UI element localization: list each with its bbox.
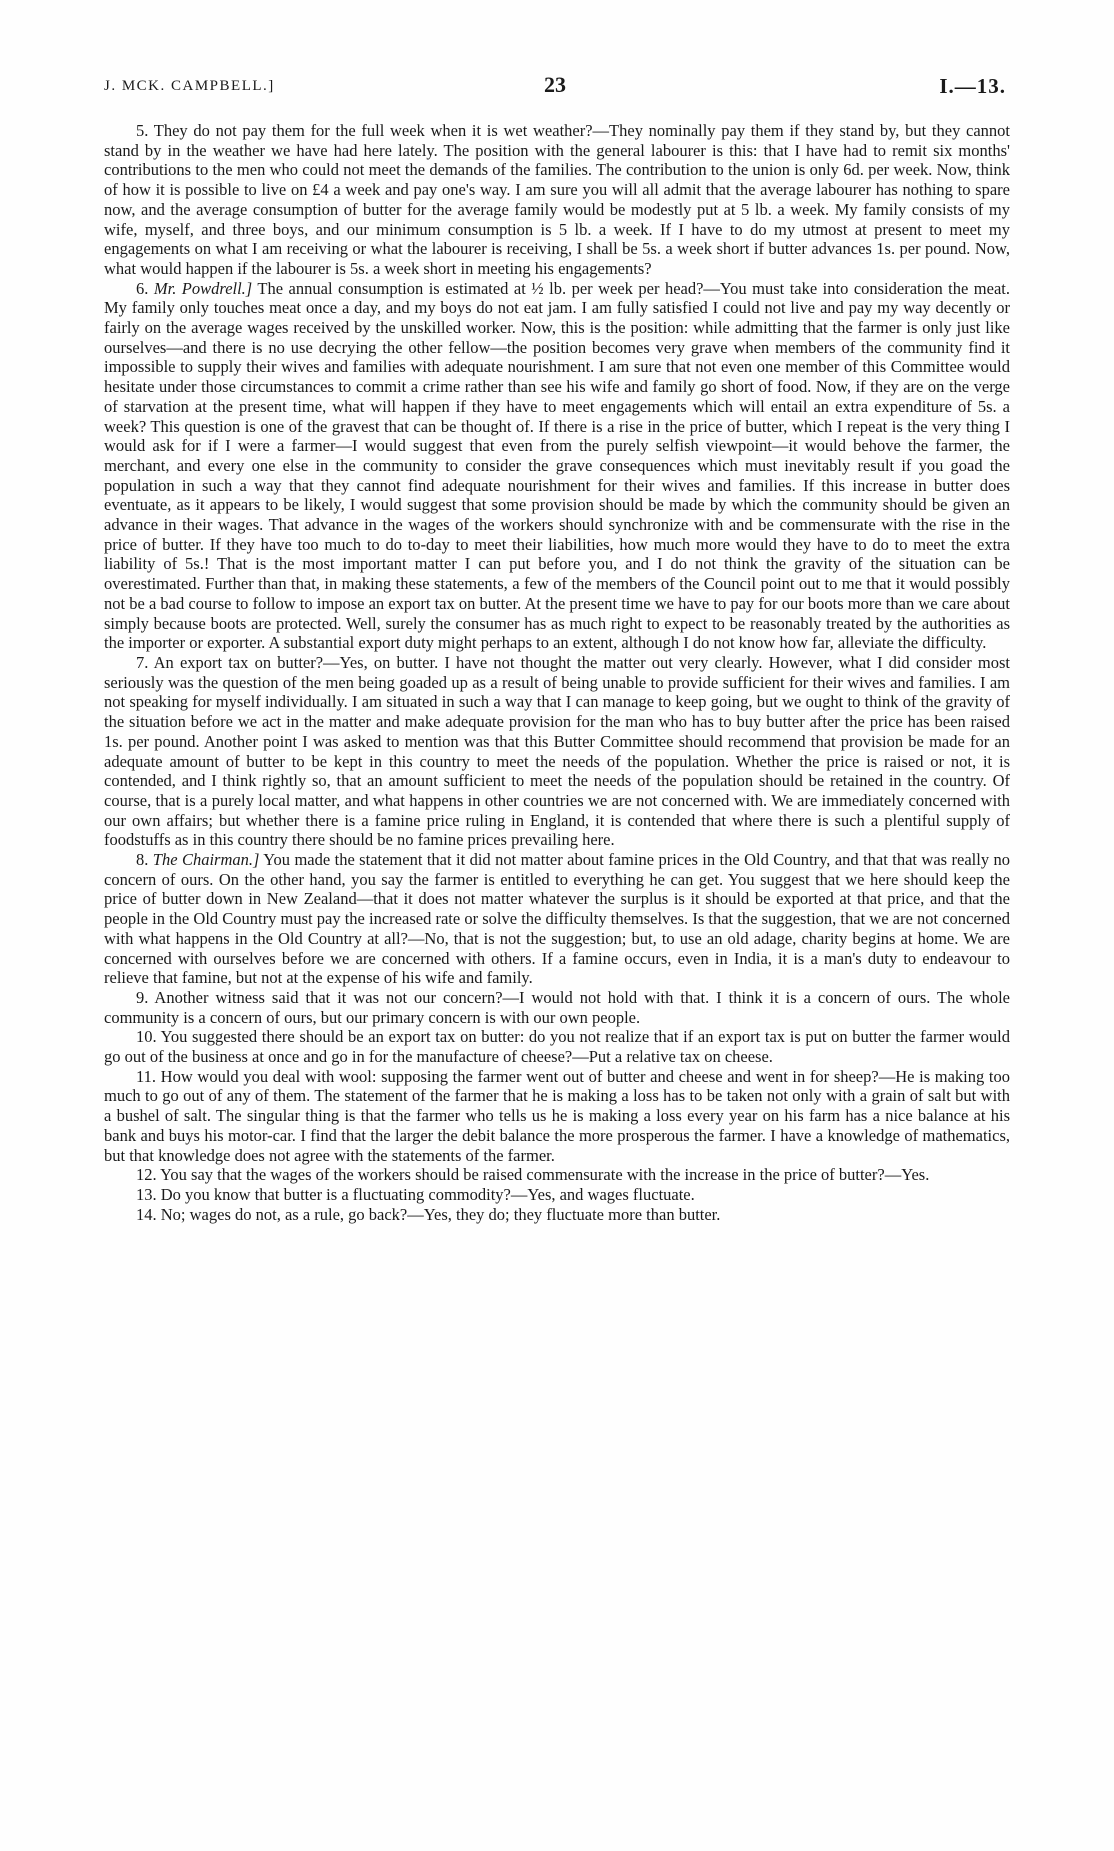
paragraph-7: 7. An export tax on butter?—Yes, on butter. I have not thought the matter out very clearly. However, what I did consider most seriously was the question of the men being goaded up as a result of being unable to provide sufficient for their wives and families. I am not speaking for myself individually. I am situated in such a way that I can manage to keep going, but we ought to think of the gravity of the situation before we act in the matter and make adequate provision for the man who has to buy butter after the price has been raised 1s. per pound. Another point I was asked to mention was that this Butter Committee should recommend that provision be made for an adequate amount of butter to be kept in this country to meet the needs of the population. Whether the price is raised or not, it is contended, and I think rightly so, that an amount sufficient to meet the needs of the population should be retained in the country. Of course, that is a purely local matter, and what happens in other countries we are not concerned with. We are immediately concerned with our own affairs; but whether there is a famine price ruling in England, it is contended that where there is such a plentiful supply of foodstuffs as in this country there should be no famine prices prevailing here. bbox=[104, 652, 1010, 850]
witness-name-header: J. MCK. CAMPBELL.] bbox=[104, 78, 275, 94]
paragraph-12: 12. You say that the wages of the workers should be raised commensurate with the increase in the price of butter?—Yes. bbox=[136, 1165, 930, 1185]
page-number: 23 bbox=[544, 72, 566, 97]
document-reference: I.—13. bbox=[939, 74, 1006, 98]
paragraph-14: 14. No; wages do not, as a rule, go back?—Yes, they do; they fluctuate more than butter. bbox=[136, 1204, 721, 1224]
speaker-label: Mr. Powdrell.] bbox=[153, 278, 253, 298]
paragraph-11: 11. How would you deal with wool: supposing the farmer went out of butter and cheese and went in for sheep?—He is making too much to go out of any of them. The statement of the farmer that he is making a loss has to be taken not only with a grain of salt but with a bushel of salt. The singular thing is that the farmer who tells us he is making a loss every year on his farm has a nice balance at his bank and buys his motor-car. I find that the larger the debit balance the more prosperous the farmer. I have a knowledge of mathematics, but that knowledge does not agree with the statements of the farmer. bbox=[104, 1066, 1010, 1165]
paragraph-9: 9. Another witness said that it was not our concern?—I would not hold with that. I think it is a concern of ours. The whole community is a concern of ours, but our primary concern is with our own people. bbox=[104, 987, 1010, 1027]
document-body bbox=[104, 121, 1010, 1224]
paragraph-6: 6. Mr. Powdrell.] The annual consumption is estimated at ½ lb. per week per head?—You must take into consideration the meat. My family only touches meat once a day, and my boys do not eat jam. I am fully satisfied I could not live and pay my way decently or fairly on the average wages received by the unskilled worker. Now, this is the position: while admitting that the farmer is only just like ourselves—and there is no use decrying the other fellow—the position becomes very grave when members of the community find it impossible to supply their wives and families with adequate nourishment. I am sure that not even one member of this Committee would hesitate under those circumstances to commit a crime rather than see his wife and family go short of food. Now, if they are on the verge of starvation at the present time, what will happen if they have to meet engagements which will entail an extra expenditure of 5s. a week? This question is one of the gravest that can be thought of. If there is a rise in the price of butter, which I repeat is the very thing I would ask for if I were a farmer—I would suggest that even from the purely selfish viewpoint—it would behove the farmer, the merchant, and every one else in the community to consider the grave consequences which must inevitably result if you goad the population in such a way that they cannot find adequate nourishment for their wives and families. If this increase in butter does eventuate, as it appears to be likely, I would suggest that some provision should be made by which the community should be given an advance in their wages. That advance in the wages of the workers should synchronize with and be commensurate with the rise in the price of butter. If they have too much to do to-day to meet their liabilities, how much more would they have to do to meet the extra liability of 5s.! That is the most important matter I can put before you, and I do not think the gravity of the situation can be overestimated. Further than that, in making these statements, a few of the members of the Council point out to me that it would possibly not be a bad course to follow to impose an export tax on butter. At the present time we have to pay for our boots more than we care about simply because boots are protected. Well, surely the consumer has as much right to expect to be reasonably treated by the authorities as the importer or exporter. A substantial export duty might perhaps to an extent, although I do not know how far, alleviate the difficulty. bbox=[104, 278, 1011, 653]
paragraph-8: 8. The Chairman.] You made the statement that it did not matter about famine prices in the Old Country, and that that was really no concern of ours. On the other hand, you say the farmer is entitled to everything he can get. You suggest that we here should keep the price of butter down in New Zealand—that it does not matter whatever the surplus is it should be exported at that price, and that the people in the Old Country must pay the increased rate or solve the difficulty themselves. Is that the suggestion, that we are not concerned with what happens in the Old Country at all?—No, that is not the suggestion; but, to use an old adage, charity begins at home. We are concerned with ourselves before we are concerned with others. If a famine occurs, even in India, it is a man's duty to endeavour to relieve that famine, but not at the expense of his wife and family. bbox=[104, 850, 1010, 988]
paragraph-10: 10. You suggested there should be an export tax on butter: do you not realize that if an export tax is put on butter the farmer would go out of the business at once and go in for the manufacture of cheese?—Put a relative tax on cheese. bbox=[104, 1027, 1010, 1067]
paragraph-5: 5. They do not pay them for the full week when it is wet weather?—They nominally pay them if they stand by, but they cannot stand by in the weather we have had here lately. The position with the general labourer is this: that I have had to remit six months' contributions to the men who could not meet the demands of the families. The contribution to the union is only 6d. per week. Now, think of how it is possible to live on £4 a week and pay one's way. I am sure you will all admit that the average labourer has nothing to spare now, and the average consumption of butter for the average family would be modestly put at 5 lb. a week. My family consists of my wife, myself, and three boys, and our minimum consumption is 5 lb. a week. If I have to do my utmost at present to meet my engagements on what I am receiving or what the labourer is receiving, I shall be 5s. a week short if butter advances 1s. per pound. Now, what would happen if the labourer is 5s. a week short in meeting his engagements? bbox=[104, 121, 1010, 278]
speaker-label: The Chairman.] bbox=[152, 850, 260, 870]
paragraph-13: 13. Do you know that butter is a fluctuating commodity?—Yes, and wages fluctuate. bbox=[136, 1184, 695, 1204]
page-header bbox=[104, 72, 1006, 102]
